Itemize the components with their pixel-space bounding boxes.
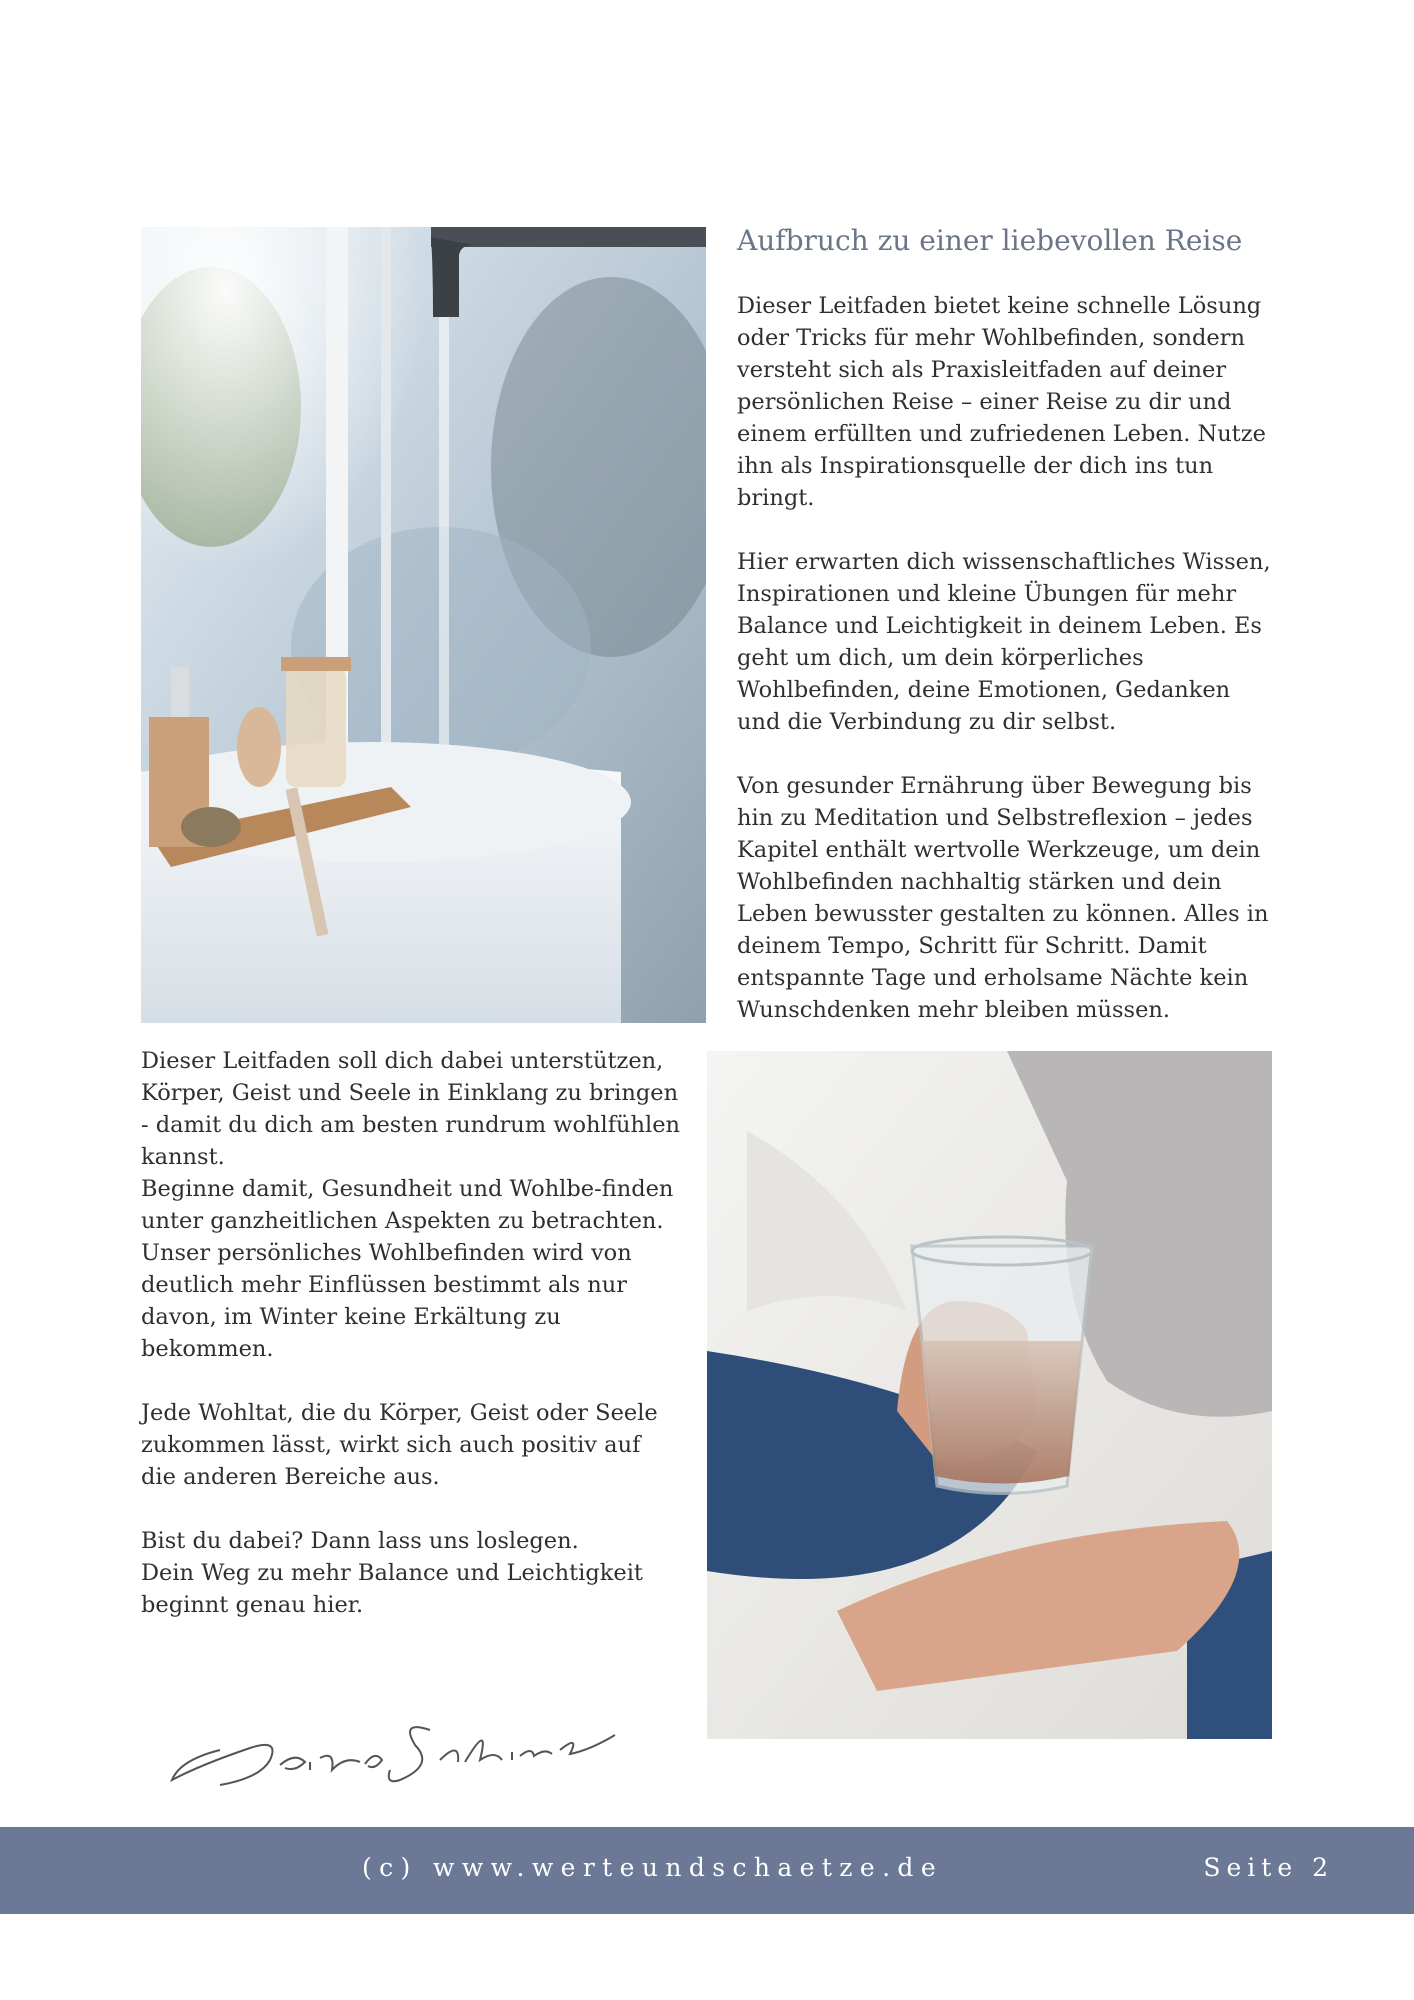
footer-bar [0, 1827, 1414, 1914]
paragraph: Dein Weg zu mehr Balance und Leichtigkeit beginnt genau hier. [141, 1560, 643, 1618]
right-text-column [737, 290, 1277, 1058]
signature [160, 1690, 630, 1800]
paragraph: Beginne damit, Gesundheit und Wohlbe-finden unter ganzheitlichen Aspekten zu betrachten. Unser persönliches Wohlbefinden wird von deutlich mehr Einflüssen bestimmt als nur davon, im Winter keine Erkältung zu bekommen. [141, 1176, 674, 1362]
glass-photo [707, 1051, 1272, 1739]
footer-url[interactable]: (c) www.werteundschaetze.de [362, 1853, 944, 1882]
left-text-column [141, 1045, 681, 1621]
section-heading: Aufbruch zu einer liebevollen Reise [737, 224, 1243, 257]
paragraph: Dieser Leitfaden bietet keine schnelle Lösung oder Tricks für mehr Wohlbefinden, sondern versteht sich als Praxisleitfaden auf deiner persönlichen Reise – einer Reise zu dir und einem erfüllten und zufriedenen Leben. Nutze ihn als Inspirationsquelle der dich ins tun bringt. [737, 293, 1266, 511]
paragraph: Dieser Leitfaden soll dich dabei unterstützen, Körper, Geist und Seele in Einklang zu bringen - damit du dich am besten rundrum wohlfühlen kannst. [141, 1048, 681, 1170]
paragraph: Jede Wohltat, die du Körper, Geist oder Seele zukommen lässt, wirkt sich auch positiv auf die anderen Bereiche aus. [141, 1400, 658, 1490]
bath-photo [141, 227, 706, 1023]
paragraph: Hier erwarten dich wissenschaftliches Wissen, Inspirationen und kleine Übungen für mehr Balance und Leichtigkeit in deinem Leben. Es geht um dich, um dein körperliches Wohlbefinden, deine Emotionen, Gedanken und die Verbindung zu dir selbst. [737, 549, 1271, 735]
paragraph: Bist du dabei? Dann lass uns loslegen. [141, 1528, 579, 1554]
page-number: Seite 2 [1203, 1853, 1334, 1882]
paragraph: Von gesunder Ernährung über Bewegung bis hin zu Meditation und Selbstreflexion – jedes Kapitel enthält wertvolle Werkzeuge, um dein Wohlbefinden nachhaltig stärken und dein Leben bewusster gestalten zu können. Alles in deinem Tempo, Schritt für Schritt. Damit entspannte Tage und erholsame Nächte kein Wunschdenken mehr bleiben müssen. [737, 773, 1269, 1023]
